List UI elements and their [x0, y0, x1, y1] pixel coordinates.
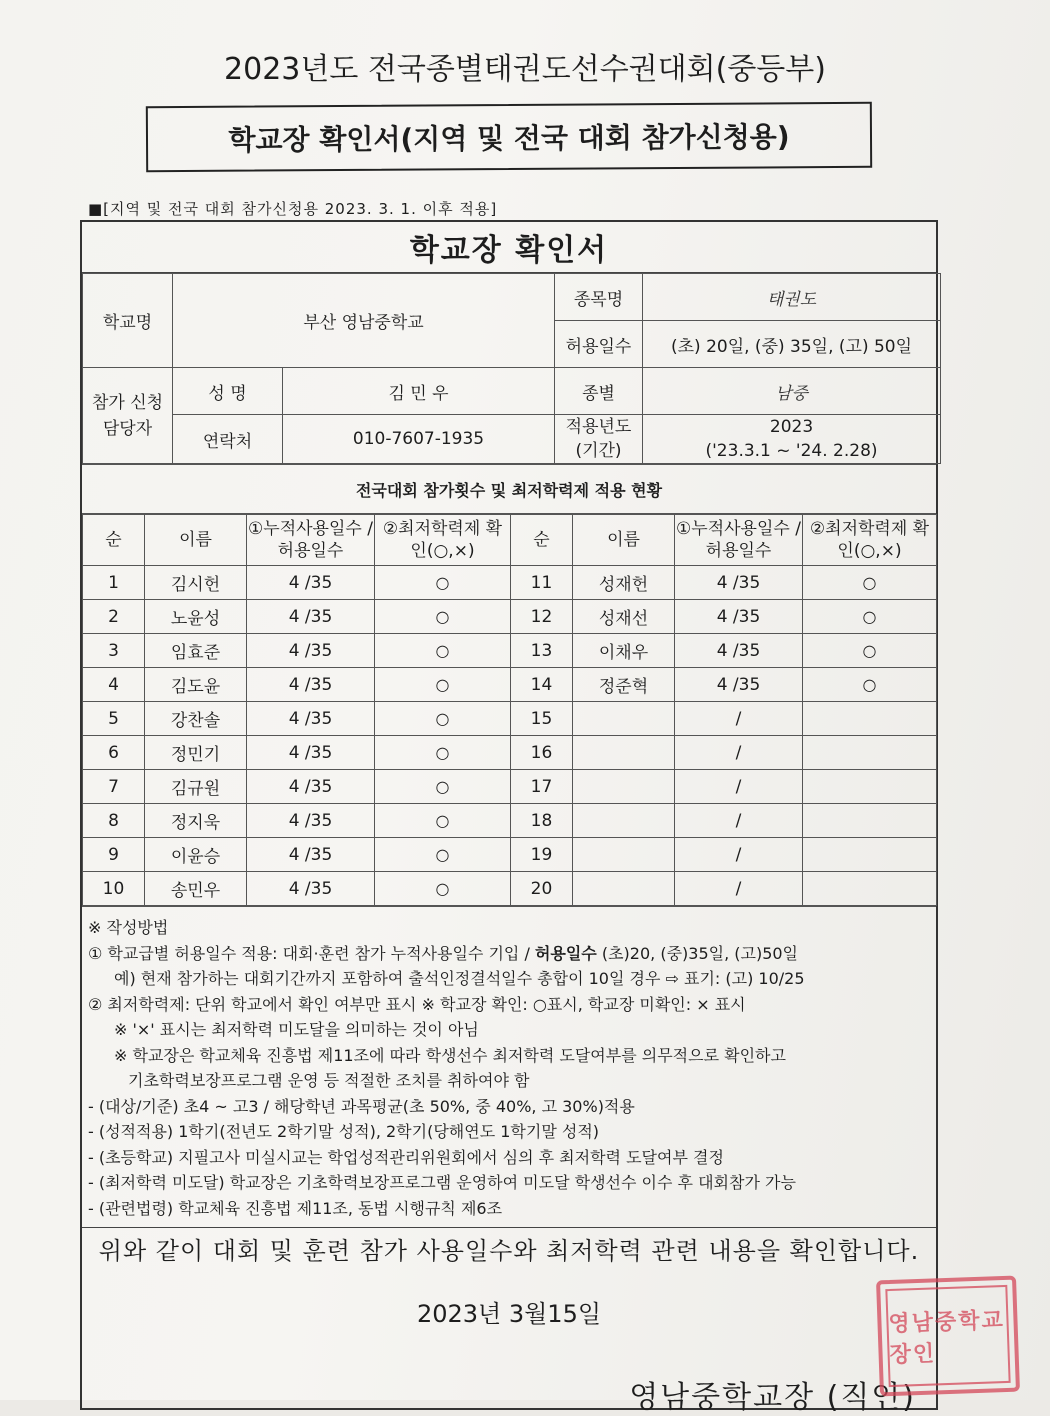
cell-days: 4 /35 [247, 668, 375, 702]
header-name: 이름 [145, 515, 247, 566]
signature-area [82, 1268, 936, 1415]
header-no: 순 [511, 515, 573, 566]
participation-rows [83, 566, 937, 906]
applicability-note: ■[지역 및 전국 대회 참가신청용 2023. 3. 1. 이후 적용] [88, 200, 498, 218]
cell-no: 15 [511, 702, 573, 736]
cell-days: 4 /35 [247, 838, 375, 872]
cell-no: 1 [83, 566, 145, 600]
cell-days: 4 /35 [247, 566, 375, 600]
allowed-days-value: (초) 20일, (중) 35일, (고) 50일 [643, 321, 941, 368]
cell-days: / [675, 770, 803, 804]
cell-check [803, 838, 937, 872]
cell-name: 노윤성 [145, 600, 247, 634]
header-name: 이름 [573, 515, 675, 566]
category-label: 종별 [555, 368, 643, 415]
table-row [83, 702, 937, 736]
cell-check: ○ [375, 634, 511, 668]
table-row [83, 736, 937, 770]
table-row [83, 566, 937, 600]
guide-line-1a: ① 학교급별 허용일수 적용: 대회·훈련 참가 누적사용일수 기입 / [88, 943, 535, 963]
cell-name [573, 804, 675, 838]
cell-name [573, 838, 675, 872]
period-value: ('23.3.1 ~ '24. 2.28) [705, 441, 878, 461]
participation-table [82, 514, 937, 906]
cell-no: 13 [511, 634, 573, 668]
cell-days: 4 /35 [247, 804, 375, 838]
cell-no: 19 [511, 838, 573, 872]
cell-name: 김시헌 [145, 566, 247, 600]
event-title: 2023년도 전국종별태권도선수권대회(중등부) [224, 52, 826, 87]
participation-section-title: 전국대회 참가횟수 및 최저학력제 적용 현황 [82, 464, 936, 514]
cell-check: ○ [375, 600, 511, 634]
school-label: 학교명 [83, 274, 173, 368]
issue-date: 2023년 3월15일 [416, 1300, 602, 1328]
cell-name: 성재선 [573, 600, 675, 634]
table-row [83, 872, 937, 906]
principal-signature: 영남중학교장 (직인) [629, 1380, 916, 1415]
cell-check: ○ [375, 736, 511, 770]
guide-line-11: - (관련법령) 학교체육 진흥법 제11조, 동법 시행규칙 제6조 [88, 1198, 503, 1218]
cell-name: 강찬솔 [145, 702, 247, 736]
cell-check: ○ [375, 566, 511, 600]
cell-name: 김도윤 [145, 668, 247, 702]
cell-check: ○ [375, 702, 511, 736]
header-check: ②최저학력제 확인(○,×) [375, 515, 511, 566]
cell-no: 6 [83, 736, 145, 770]
contact-label: 연락처 [173, 415, 283, 464]
cell-days: 4 /35 [675, 566, 803, 600]
cell-check [803, 702, 937, 736]
cell-name: 이채우 [573, 634, 675, 668]
cell-name [573, 736, 675, 770]
cell-check: ○ [375, 872, 511, 906]
cell-no: 12 [511, 600, 573, 634]
table-row [83, 668, 937, 702]
guide-line-10: - (최저학력 미도달) 학교장은 기초학력보장프로그램 운영하여 미도달 학생선수 이수 후 대회참가 가능 [88, 1173, 796, 1192]
category-value: 남중 [643, 368, 941, 415]
cell-no: 11 [511, 566, 573, 600]
cell-days: 4 /35 [675, 600, 803, 634]
confirmation-form [80, 220, 938, 1415]
writing-guide [82, 906, 936, 1227]
cell-no: 3 [83, 634, 145, 668]
cell-days: 4 /35 [247, 770, 375, 804]
cell-name: 정지욱 [145, 804, 247, 838]
form-title: 학교장 확인서 [82, 222, 936, 273]
guide-line-7: - (대상/기준) 초4 ~ 고3 / 해당학년 과목평균(초 50%, 중 40%, 고 30%)적용 [88, 1096, 635, 1116]
official-seal-text: 영남중학교장인 [885, 1285, 1010, 1387]
cell-days: 4 /35 [675, 634, 803, 668]
guide-line-6: 기초학력보장프로그램 운영 등 적절한 조치를 취하여야 함 [128, 1071, 530, 1090]
guide-line-4: ※ '×' 표시는 최저학력 미도달을 의미하는 것이 아님 [114, 1020, 479, 1039]
cell-check: ○ [375, 770, 511, 804]
cell-name [573, 702, 675, 736]
cell-check: ○ [803, 668, 937, 702]
cell-days: / [675, 702, 803, 736]
cell-days: 4 /35 [247, 872, 375, 906]
cell-days: 4 /35 [675, 668, 803, 702]
cell-check [803, 770, 937, 804]
document-title: 학교장 확인서(지역 및 전국 대회 참가신청용) [228, 120, 790, 157]
cell-name: 임효준 [145, 634, 247, 668]
table-row [83, 770, 937, 804]
table-row [83, 600, 937, 634]
allowed-days-label: 허용일수 [555, 321, 643, 368]
official-seal [876, 1276, 1020, 1397]
cell-no: 9 [83, 838, 145, 872]
cell-no: 4 [83, 668, 145, 702]
cell-name [573, 770, 675, 804]
cell-no: 16 [511, 736, 573, 770]
guide-line-3: ② 최저학력제: 단위 학교에서 확인 여부만 표시 ※ 학교장 확인: ○표시, 학교장 미확인: × 표시 [88, 994, 746, 1014]
cell-name: 성재헌 [573, 566, 675, 600]
header-days: ①누적사용일수 /허용일수 [247, 515, 375, 566]
sport-value: 태권도 [643, 274, 941, 321]
cell-check: ○ [375, 668, 511, 702]
cell-check [803, 804, 937, 838]
confirmation-statement: 위와 같이 대회 및 훈련 참가 사용일수와 최저학력 관련 내용을 확인합니다. [82, 1227, 936, 1268]
guide-line-1c: (초)20, (중)35일, (고)50일 [596, 943, 799, 963]
name-label: 성 명 [173, 368, 283, 415]
guide-line-2: 예) 현재 참가하는 대회기간까지 포함하여 출석인정결석일수 총합이 10일 경우 ⇨ 표기: (고) 10/25 [114, 969, 805, 988]
cell-days: / [675, 838, 803, 872]
guide-heading: ※ 작성방법 [88, 918, 169, 937]
year-label: 적용년도 (기간) [555, 415, 643, 464]
cell-no: 8 [83, 804, 145, 838]
cell-days: / [675, 804, 803, 838]
contact-value: 010-7607-1935 [283, 415, 555, 464]
cell-name: 김규원 [145, 770, 247, 804]
info-table [82, 273, 941, 464]
cell-check: ○ [803, 566, 937, 600]
year-cell [643, 415, 941, 464]
header-days: ①누적사용일수 /허용일수 [675, 515, 803, 566]
cell-days: 4 /35 [247, 736, 375, 770]
cell-days: / [675, 872, 803, 906]
cell-no: 2 [83, 600, 145, 634]
table-row [83, 804, 937, 838]
applicant-label: 참가 신청 담당자 [83, 368, 173, 464]
cell-check: ○ [803, 634, 937, 668]
sport-label: 종목명 [555, 274, 643, 321]
header-no: 순 [83, 515, 145, 566]
year-value: 2023 [769, 417, 814, 437]
document-title-box [146, 102, 872, 172]
guide-line-1b: 허용일수 [534, 943, 597, 963]
cell-name [573, 872, 675, 906]
cell-no: 10 [83, 872, 145, 906]
guide-line-1 [88, 941, 930, 967]
cell-check: ○ [375, 804, 511, 838]
table-row [83, 634, 937, 668]
cell-days: 4 /35 [247, 600, 375, 634]
cell-no: 14 [511, 668, 573, 702]
table-row [83, 838, 937, 872]
cell-check: ○ [803, 600, 937, 634]
cell-no: 18 [511, 804, 573, 838]
cell-days: 4 /35 [247, 634, 375, 668]
cell-no: 17 [511, 770, 573, 804]
cell-no: 20 [511, 872, 573, 906]
cell-no: 5 [83, 702, 145, 736]
school-value: 부산 영남중학교 [173, 274, 555, 368]
cell-name: 정민기 [145, 736, 247, 770]
guide-line-9: - (초등학교) 지필고사 미실시교는 학업성적관리위원회에서 심의 후 최저학력 도달여부 결정 [88, 1147, 724, 1167]
cell-check [803, 736, 937, 770]
cell-check [803, 872, 937, 906]
guide-line-8: - (성적적용) 1학기(전년도 2학기말 성적), 2학기(당해연도 1학기말 성적) [88, 1122, 600, 1141]
cell-no: 7 [83, 770, 145, 804]
header-check: ②최저학력제 확인(○,×) [803, 515, 937, 566]
cell-days: 4 /35 [247, 702, 375, 736]
guide-line-5: ※ 학교장은 학교체육 진흥법 제11조에 따라 학생선수 최저학력 도달여부를 의무적으로 확인하고 [114, 1045, 786, 1065]
cell-name: 송민우 [145, 872, 247, 906]
name-value: 김 민 우 [283, 368, 555, 415]
cell-days: / [675, 736, 803, 770]
cell-check: ○ [375, 838, 511, 872]
cell-name: 정준혁 [573, 668, 675, 702]
cell-name: 이윤승 [145, 838, 247, 872]
